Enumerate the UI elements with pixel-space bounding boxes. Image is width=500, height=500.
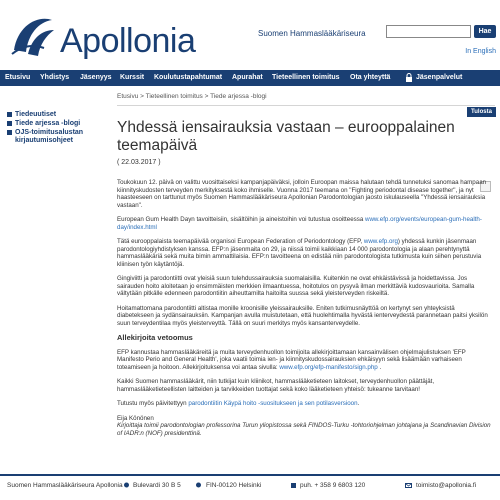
apollonia-logo[interactable]	[8, 8, 196, 60]
kaypa-hoito-link[interactable]: parodontiitin Käypä hoito -suositukseen ja sen potilasversioon	[188, 400, 358, 407]
org-name: Suomen Hammaslääkäriseura	[258, 29, 366, 38]
article-date: ( 22.03.2017 )	[117, 159, 161, 166]
nav-item-jasenpalvelut[interactable]: Jäsenpalvelut	[416, 74, 463, 81]
footer-email[interactable]: toimisto@apollonia.fi	[416, 482, 477, 489]
paragraph-text: European Gum Health Dayn tavoitteisiin, sisältöihin ja aineistoihin voi tutustua osoitteessa	[117, 216, 365, 223]
nav-item-tieteellinen-toimitus[interactable]: Tieteellinen toimitus	[272, 74, 340, 81]
nav-item-jasenyys[interactable]: Jäsenyys	[80, 74, 112, 81]
logo-mark-icon	[8, 10, 58, 60]
search-input[interactable]	[386, 25, 471, 38]
sidebar-item-tiede-arjessa[interactable]: Tiede arjessa -blogi	[7, 120, 112, 128]
print-button[interactable]: Tulosta	[467, 107, 496, 117]
efp-link[interactable]: www.efp.org	[363, 238, 398, 245]
paragraph	[117, 349, 493, 372]
sidebar-item-ojs-ohjeet[interactable]: OJS-toimitusalustan kirjautumisohjeet	[7, 129, 112, 145]
site-footer	[0, 480, 500, 494]
footer-phone: puh. + 358 9 6803 120	[300, 482, 366, 489]
paragraph	[117, 400, 493, 408]
paragraph: Kaikki Suomen hammaslääkärit, niin tutkijat kuin kliinikot, hammaslääketieteen laitokset, terveydenhuollon päättäjät, hammaslääketieteellisten laitteiden ja tarvikkeiden tuottajat sekä koko lääketieteen yhteisö: tukeanne tarvitaan!	[117, 378, 435, 393]
breadcrumb[interactable]: Etusivu > Tieteellinen toimitus > Tiede arjessa -blogi	[117, 93, 267, 100]
phone-icon	[290, 482, 297, 489]
location-icon	[123, 482, 130, 489]
nav-item-kurssit[interactable]: Kurssit	[120, 74, 145, 81]
search-button[interactable]: Hae	[474, 25, 496, 38]
breadcrumb-divider	[117, 105, 495, 106]
paragraph	[117, 216, 493, 231]
english-link[interactable]: In English	[465, 48, 496, 55]
email-icon	[405, 482, 412, 489]
main-nav	[0, 70, 500, 86]
location-icon	[195, 482, 202, 489]
footer-postal: FIN-00120 Helsinki	[206, 482, 262, 489]
nav-item-etusivu[interactable]: Etusivu	[5, 74, 31, 81]
lock-icon	[405, 73, 413, 82]
article-body	[117, 179, 493, 437]
footer-address: Bulevardi 30 B 5	[133, 482, 181, 489]
footer-divider	[0, 474, 500, 476]
article-title: Yhdessä iensairauksia vastaan – eurooppalainen teemapäivä	[117, 119, 455, 154]
nav-item-apurahat[interactable]: Apurahat	[232, 74, 263, 81]
site-header	[0, 0, 500, 70]
manifesto-link[interactable]: www.efp.org/efp-manifesto/sign.php	[279, 363, 378, 371]
paragraph-text: EFP kannustaa hammaslääkäreitä ja muita terveydenhuollon toimijoita allekirjoittamaan kansainvälisen ohjelmajulistuksen 'EFP Manifesto Perio and General Health', joka vaatii toimia ien- ja kiinnityskudossairauksien ehkäisyyn sekä lisäämään varhaiseen toteamiseen ja hoitoon. Allekirjoituksensa voi antaa sivulla:	[117, 348, 466, 371]
paragraph	[117, 238, 493, 268]
author-bio: Kirjoittaja toimii parodontologian professorina Turun yliopistossa sekä FINDOS-Turku -tohtoriohjelman johtajana ja Scandinavian Division of IADR:n (NOF) presidenttinä.	[117, 422, 491, 437]
logo-text: Apollonia	[60, 22, 196, 60]
paragraph-text: Tätä eurooppalaista teemapäivää organisoi European Federation of Periodontology (EFP,	[117, 238, 364, 245]
paragraph: Hoitamattomana parodontiitti altistaa monille kroonisille yleissairauksille. Eniten tutkimusnäyttöä on kertynyt sen yhteyksistä diabetekseen ja sydänsairauksiin. Kampanjan avulla muistutetaan, että huolehtimalla hyvästä ienterveydestä parannetaan paitsi yksilön suun terveydentilaa myös yleisterveyttä. Tällä on suuri merkitys myös kansanterveydelle.	[117, 304, 488, 327]
nav-item-ota-yhteytta[interactable]: Ota yhteyttä	[350, 74, 391, 81]
paragraph-text: .	[377, 363, 382, 371]
paragraph-text: ) yhdessä kunkin jäsenmaan parodontologiyhdistyksen kanssa. EFP:n jäsenmaita on 29, ja niissä toimii kaikkiaan 14 000 parodontologia ja alaan perehtynyttä hammaslääkäriä sekä muita bimin ammattilaisia. EFP:n tavoitteena on edistää niin parodontologista tutkimusta kuin siihen perustuvia kliinisen työn käytäntöjä.	[117, 238, 482, 268]
paragraph-text: Tutustu myös päivitettyyn	[117, 400, 189, 407]
section-heading: Allekirjoita vetoomus	[117, 333, 193, 342]
nav-item-yhdistys[interactable]: Yhdistys	[40, 74, 70, 81]
sidebar	[7, 111, 112, 146]
author-name: Eija Könönen	[117, 414, 154, 422]
gum-health-day-link[interactable]: www.efp.org/events/european-gum-health-day/index.html	[117, 216, 482, 231]
paragraph: Gingiviitti ja parodontiitti ovat yleisiä suun tulehdussairauksia suomalaisilla. Kuitenkin ne ovat ehkäistävissä ja hoidettavissa. Jos sairauden hoito aloitetaan jo ensimmäisten merkkien ilmaantuessa, hoitotulos on pysyvä ilman merkittäviä kudosvaurioita. Samalla vältytään pitkälle edenneen parodontiitin aiheuttamilta haitoilta suussa sekä yleisterveyden riskeiltä.	[117, 275, 475, 297]
paragraph-text: .	[357, 400, 360, 407]
footer-org: Suomen Hammaslääkäriseura Apollonia	[7, 482, 123, 489]
paragraph: Toukokuun 12. päivä on valittu vuosittaiseksi kampanjapäiväksi, jolloin Euroopan maissa halutaan tehdä tunnetuksi sanomaa hampaan kiinnityskudosten terveyden merkityksestä koko ihmiselle. Vuonna 2017 teemana on "Fighting periodontal disease together", ja nyt haasteeseen on tarttunut myös Suomen Hammaslääkäriseura Apollonian Parodontologian jaosto iskulauseella "Yhdessä iensairauksia vastaan".	[117, 179, 487, 209]
sidebar-item-tiedeuutiset[interactable]: Tiedeuutiset	[7, 111, 112, 119]
nav-item-koulutustapahtumat[interactable]: Koulutustapahtumat	[154, 74, 223, 81]
